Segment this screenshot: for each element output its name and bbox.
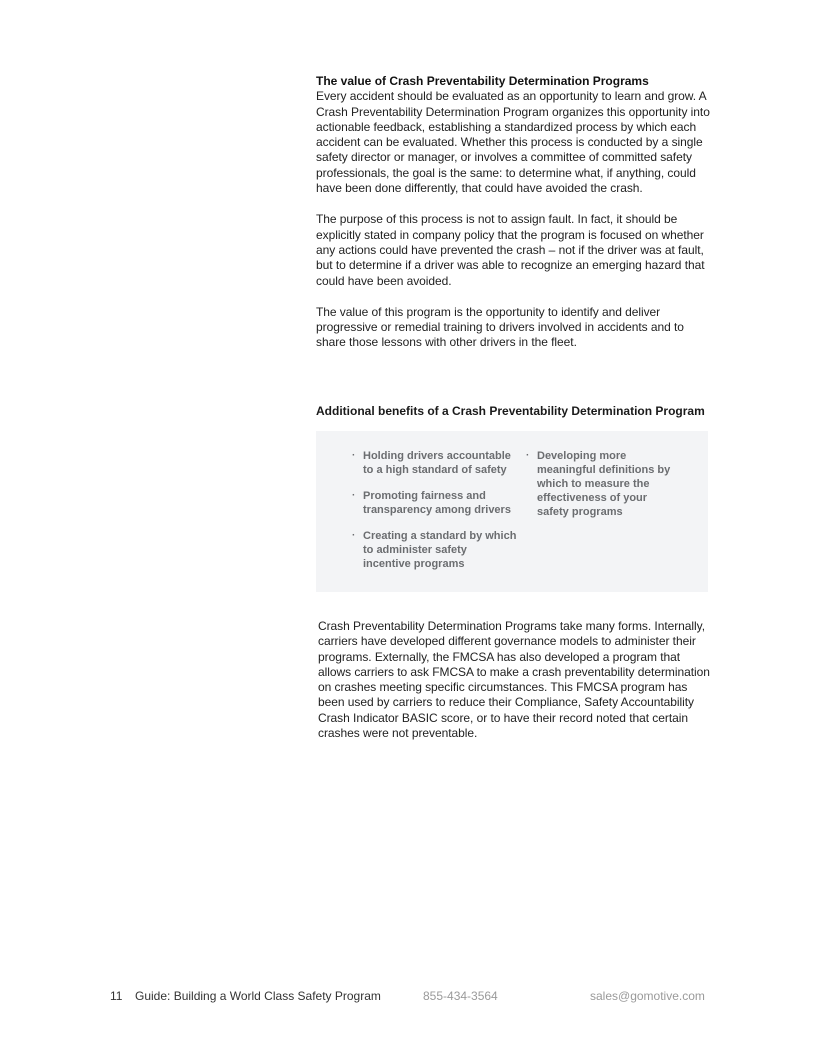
paragraph-forms: Crash Preventability Determination Programs take many forms. Internally, carriers have developed different governance models to administer their programs. Externally, the FMCSA has also developed a program that allows carriers to ask FMCSA to make a crash preventability determination on crashes meeting specific circumstances. This FMCSA program has been used by carriers to reduce their Compliance, Safety Accountability Crash Indicator BASIC score, or to have their record noted that certain crashes were not preventable.: [318, 619, 710, 741]
paragraph-value: The value of this program is the opportunity to identify and deliver progressive or remedial training to drivers involved in accidents and to share those lessons with other drivers in the fleet.: [316, 304, 684, 350]
page-number: 11: [110, 989, 123, 1003]
benefits-box: [316, 431, 708, 592]
benefits-right-column: [526, 449, 676, 531]
email-address: sales@gomotive.com: [590, 989, 705, 1003]
paragraph-purpose: The purpose of this process is not to assign fault. In fact, it should be explicitly stated in company policy that the program is focused on whether any actions could have prevented the crash – not if the driver was at fault, but to determine if a driver was able to recognize an emerging hazard that could have been avoided.: [316, 212, 705, 288]
benefit-item: [352, 449, 517, 477]
section-value: [316, 74, 712, 351]
bullet-icon: ·: [526, 450, 530, 461]
benefit-text: Creating a standard by which to administer safety incentive programs: [363, 530, 517, 570]
benefit-text: Promoting fairness and transparency among drivers: [363, 490, 511, 516]
benefit-text: Developing more meaningful definitions by which to measure the effectiveness of your safety programs: [537, 450, 671, 518]
bullet-icon: ·: [352, 490, 356, 501]
benefit-item: [526, 449, 676, 519]
guide-title: Guide: Building a World Class Safety Program: [135, 989, 381, 1003]
benefit-item: [352, 529, 517, 571]
paragraph-intro: Every accident should be evaluated as an opportunity to learn and grow. A Crash Preventability Determination Program organizes this opportunity into actionable feedback, establishing a standardized process by which each accident can be evaluated. Whether this process is conducted by a single safety director or manager, or involves a committee of committed safety professionals, the goal is the same: to determine what, if anything, could have been done differently, that could have avoided the crash.: [316, 89, 710, 196]
section-forms: [318, 619, 714, 741]
bullet-icon: ·: [352, 450, 356, 461]
benefits-title: Additional benefits of a Crash Preventability Determination Program: [316, 404, 705, 418]
section-title: The value of Crash Preventability Determination Programs: [316, 74, 649, 88]
phone-number: 855-434-3564: [423, 989, 498, 1003]
benefit-item: [352, 489, 517, 517]
benefits-left-column: [352, 449, 517, 583]
benefit-text: Holding drivers accountable to a high standard of safety: [363, 450, 511, 476]
bullet-icon: ·: [352, 530, 356, 541]
page-footer: [0, 989, 816, 1005]
